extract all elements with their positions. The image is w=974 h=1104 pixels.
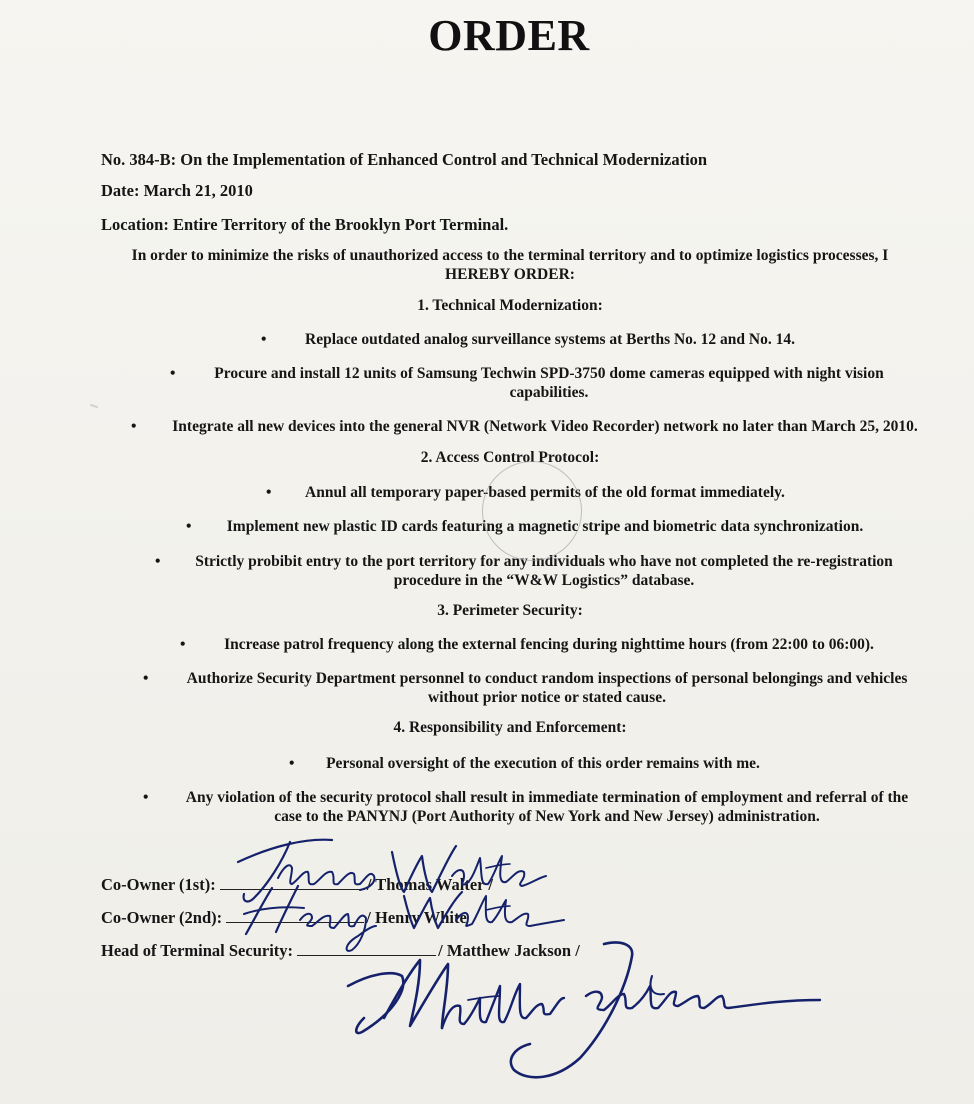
bullet: • — [186, 518, 192, 535]
signatory-role: Co-Owner (1st): — [101, 875, 216, 894]
signatory-role: Co-Owner (2nd): — [101, 908, 223, 927]
list-item-text: Procure and install 12 units of Samsung Techwin SPD-3750 dome cameras equipped with night vision — [214, 365, 884, 382]
signatory-name: / Matthew Jackson / — [438, 941, 580, 960]
circle-mark — [482, 461, 582, 561]
bullet: • — [289, 755, 295, 772]
signatory-name: / Thomas Walter / — [366, 875, 493, 894]
signature-line-head-of-security — [101, 940, 580, 961]
order-date: Date: March 21, 2010 — [101, 181, 253, 200]
intro-line-1: In order to minimize the risks of unauthorized access to the terminal territory and to optimize logistics processes, I — [131, 247, 889, 264]
list-item-text: without prior notice or stated cause. — [428, 689, 666, 706]
signature-matthew-jackson — [348, 943, 820, 1078]
list-item-text: procedure in the “W&W Logistics” database. — [393, 572, 695, 589]
bullet: • — [155, 553, 161, 570]
signature-blank — [226, 907, 364, 923]
list-item-text: Any violation of the security protocol shall result in immediate termination of employment and referral of the — [185, 789, 909, 806]
bullet: • — [143, 789, 149, 806]
bullet: • — [143, 670, 149, 687]
list-item-text: Personal oversight of the execution of this order remains with me. — [326, 755, 760, 772]
bullet: • — [266, 484, 272, 501]
list-item-text: Authorize Security Department personnel to conduct random inspections of personal belongings and vehicles — [186, 670, 908, 687]
list-item-text: capabilities. — [509, 384, 589, 401]
bullet: • — [180, 636, 186, 653]
bullet: • — [261, 331, 267, 348]
order-number: No. 384-B: On the Implementation of Enhanced Control and Technical Modernization — [101, 150, 708, 169]
paper-smudge — [90, 404, 98, 409]
signatory-role: Head of Terminal Security: — [101, 941, 294, 960]
section-4-heading: 4. Responsibility and Enforcement: — [393, 719, 627, 736]
bullet: • — [170, 365, 176, 382]
bullet: • — [131, 418, 137, 435]
intro-line-2: HEREBY ORDER: — [445, 266, 575, 283]
list-item-text: case to the PANYNJ (Port Authority of New York and New Jersey) administration. — [274, 808, 820, 825]
section-3-heading: 3. Perimeter Security: — [437, 602, 583, 619]
list-item-text: Strictly probibit entry to the port territory for any individuals who have not completed the re-registration — [195, 553, 893, 570]
list-item-text: Annul all temporary paper-based permits of the old format immediately. — [305, 484, 785, 501]
list-item-text: Integrate all new devices into the general NVR (Network Video Recorder) network no later than March 25, 2010. — [172, 418, 918, 435]
list-item-text: Implement new plastic ID cards featuring a magnetic stripe and biometric data synchronization. — [226, 518, 864, 535]
section-2-heading: 2. Access Control Protocol: — [420, 449, 600, 466]
list-item-text: Replace outdated analog surveillance systems at Berths No. 12 and No. 14. — [305, 331, 795, 348]
section-1-heading: 1. Technical Modernization: — [417, 297, 603, 314]
document-title: ORDER — [428, 11, 590, 60]
signature-blank — [297, 940, 436, 956]
order-location: Location: Entire Territory of the Brooklyn Port Terminal. — [101, 215, 509, 234]
signature-line-co-owner-1 — [101, 874, 493, 895]
signature-line-co-owner-2 — [101, 907, 467, 928]
signature-blank — [220, 874, 365, 890]
list-item-text: Increase patrol frequency along the external fencing during nighttime hours (from 22:00 to 06:00). — [224, 636, 874, 653]
signatory-name: / Henry White — [366, 908, 467, 927]
